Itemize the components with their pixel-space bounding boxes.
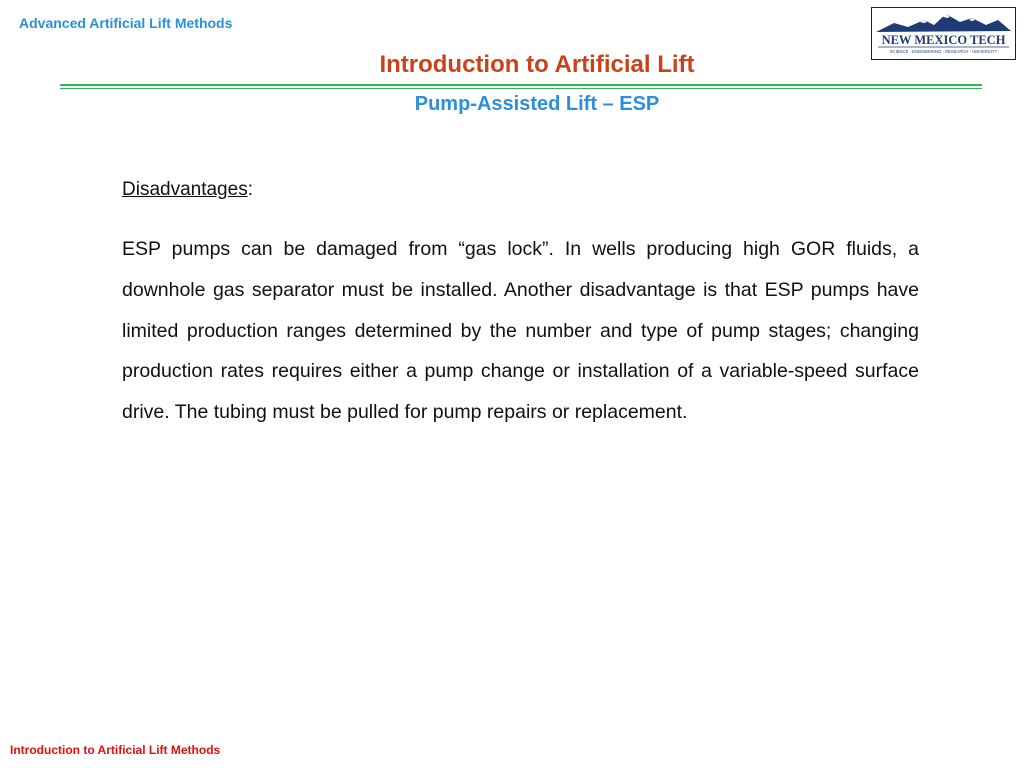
logo-name: NEW MEXICO TECH xyxy=(881,33,1006,47)
title-divider xyxy=(60,84,982,86)
mountain-logo-icon xyxy=(872,8,1015,59)
section-heading xyxy=(122,179,253,201)
course-title: Advanced Artificial Lift Methods xyxy=(19,15,233,31)
logo-tagline: SCIENCE · ENGINEERING · RESEARCH · UNIVERSITY xyxy=(889,49,998,54)
title-divider-thin xyxy=(60,88,982,89)
heading-suffix: : xyxy=(247,179,253,200)
body-paragraph: ESP pumps can be damaged from “gas lock”. In wells producing high GOR fluids, a downhole gas separator must be installed. Another disadvantage is that ESP pumps have limited production ranges determined by the number and type of pump stages; changing production rates requires either a pump change or installation of a variable-speed surface drive. The tubing must be pulled for pump repairs or replacement. xyxy=(122,238,919,424)
slide-subtitle: Pump-Assisted Lift – ESP xyxy=(414,93,660,115)
heading-text: Disadvantages xyxy=(122,179,248,200)
nmt-logo xyxy=(871,7,1016,60)
slide-title: Introduction to Artificial Lift xyxy=(379,51,695,78)
footer-text: Introduction to Artificial Lift Methods xyxy=(10,743,221,757)
